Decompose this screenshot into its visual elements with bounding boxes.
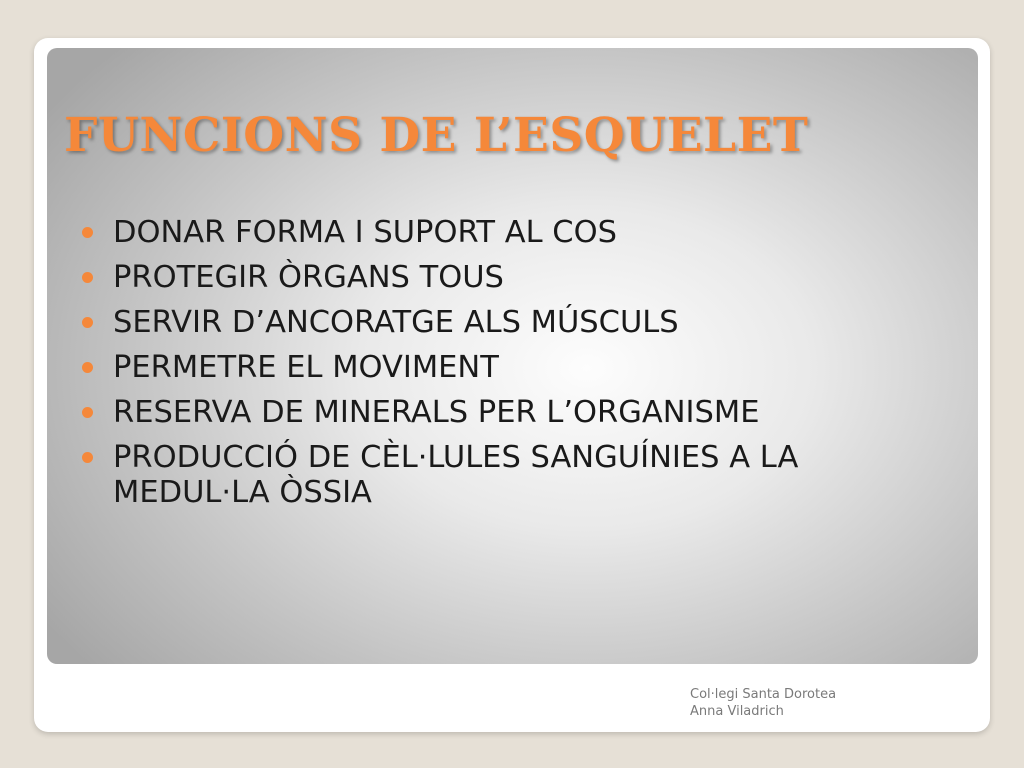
list-item — [78, 435, 938, 510]
footer-author: Anna Viladrich — [690, 704, 784, 719]
bullet-dot-icon — [82, 407, 93, 418]
bullet-text: RESERVA DE MINERALS PER L’ORGANISME — [113, 395, 760, 430]
bullet-dot-icon — [82, 272, 93, 283]
bullet-dot-icon — [82, 317, 93, 328]
bullet-text: SERVIR D’ANCORATGE ALS MÚSCULS — [113, 305, 679, 340]
bullet-text: DONAR FORMA I SUPORT AL COS — [113, 215, 617, 250]
list-item — [78, 300, 938, 345]
bullet-dot-icon — [82, 227, 93, 238]
slide-title: FUNCIONS DE L’ESQUELET — [64, 108, 809, 163]
bullet-text-line-1: PRODUCCIÓ DE CÈL·LULES SANGUÍNIES A LA — [113, 440, 799, 475]
list-item — [78, 390, 938, 435]
list-item — [78, 210, 938, 255]
bullet-text-line-2: MEDUL·LA ÒSSIA — [113, 475, 372, 510]
bullet-dot-icon — [82, 452, 93, 463]
bullet-text: PROTEGIR ÒRGANS TOUS — [113, 260, 504, 295]
bullet-dot-icon — [82, 362, 93, 373]
bullet-list — [78, 210, 938, 510]
list-item — [78, 255, 938, 300]
footer-school: Col·legi Santa Dorotea — [690, 687, 837, 702]
list-item — [78, 345, 938, 390]
footer-credits — [690, 686, 836, 720]
bullet-text: PERMETRE EL MOVIMENT — [113, 350, 499, 385]
